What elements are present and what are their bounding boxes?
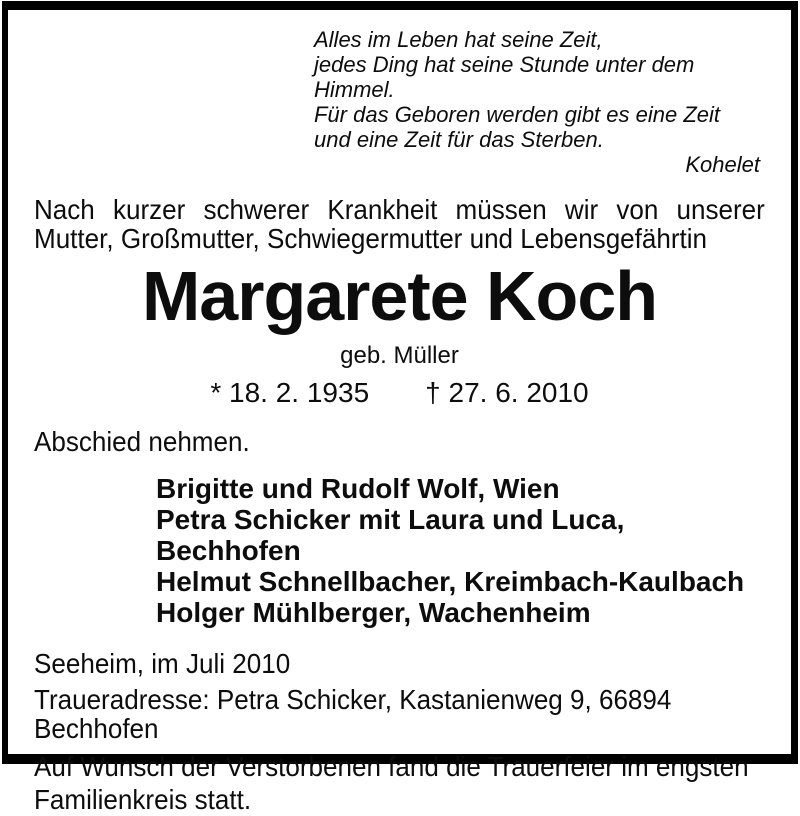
closing-text: Auf Wunsch der Verstorbenen fand die Trauerfeier im engsten Familienkreis statt. [34,751,749,815]
quote-line-4: und eine Zeit für das Sterben. [314,127,604,152]
life-dates [34,378,765,408]
quote-line-2: jedes Ding hat seine Stunde unter dem Himmel. [314,52,695,102]
intro-line-2: Mutter, Großmutter, Schwiegermutter und Lebensgefährtin [34,223,708,254]
mourners-list [156,473,765,628]
condolence-address-line: Traueradresse: Petra Schicker, Kastanienweg 9, 66894 Bechhofen [34,684,672,744]
farewell-line: Abschied nehmen. [34,426,250,457]
memorial-notice [8,10,791,815]
quote-attribution: Kohelet [685,152,760,177]
intro-line-1: Nach kurzer schwerer Krankheit müssen wir von unserer [34,194,765,225]
mourner-entry: Brigitte und Rudolf Wolf, Wien [156,473,560,504]
mourner-entry: Holger Mühlberger, Wachenheim [156,597,591,628]
mourning-border [2,1,798,815]
deceased-name: Margarete Koch [141,257,658,335]
maiden-name: geb. Müller [340,342,459,369]
quote-line-1: Alles im Leben hat seine Zeit, [314,27,603,52]
intro-text [34,195,765,253]
place-date-line: Seeheim, im Juli 2010 [34,648,291,679]
birth-date: * 18. 2. 1935 [210,377,370,408]
mourner-entry: Helmut Schnellbacher, Kreimbach-Kaulbach [156,566,745,597]
opening-quote [314,27,776,177]
quote-line-3: Für das Geboren werden gibt es eine Zeit [314,102,721,127]
death-date: † 27. 6. 2010 [425,377,589,408]
mourner-entry: Petra Schicker mit Laura und Luca, Bechhofen [156,504,625,566]
